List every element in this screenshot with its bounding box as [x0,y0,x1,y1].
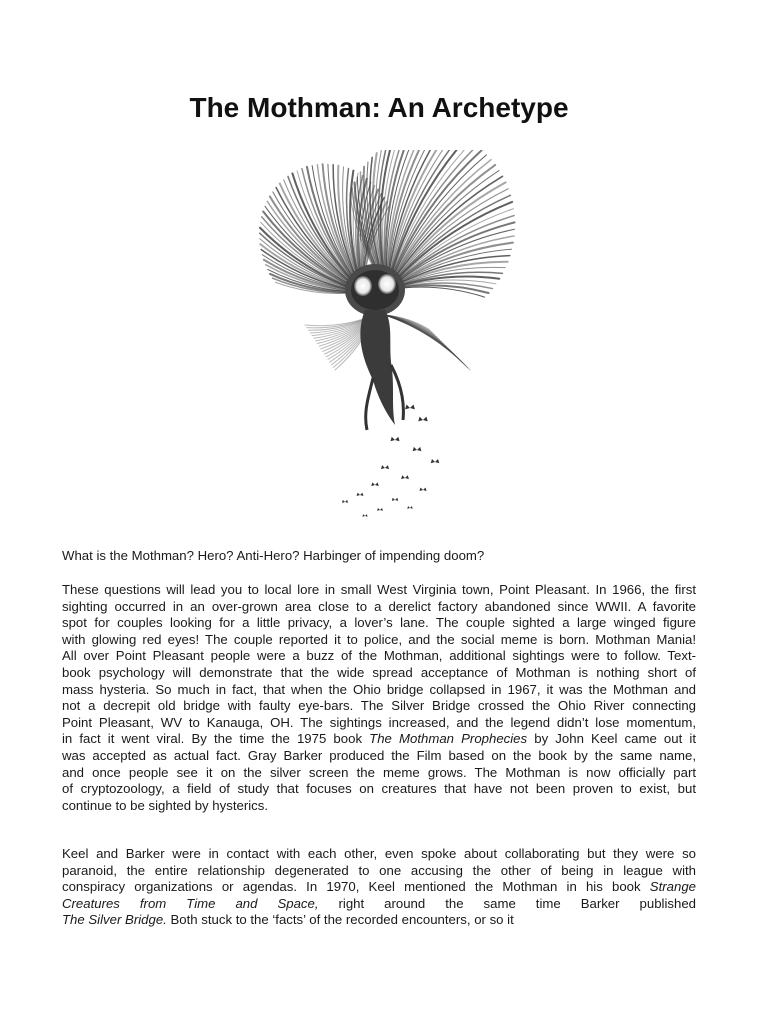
text-line: mass hysteria. So much in fact, that when the Ohio bridge collapsed in 1967, it was the Mothman and [62,681,696,697]
text-line: sighting occurred in an over-grown area close to a derelict factory abandoned since WWII. A favorite [62,598,696,614]
text-line: Keel and Barker were in contact with each other, even spoke about collaborating but they were so [62,846,696,861]
text-line: and once people see it on the silver screen the meme grows. The Mothman is now officially part [62,764,696,780]
text-line: spot for couples looking for a little privacy, a lover’s lane. The couple sighted a large winged figure [62,615,696,631]
book-title-emphasis: Strange [649,879,696,895]
body-paragraph-1 [62,582,696,814]
book-title-emphasis: Creatures from Time and Space, [62,895,319,911]
document-title: The Mothman: An Archetype [189,92,569,123]
text-line [62,912,696,929]
moth-icon [362,514,367,517]
text-line: These questions will lead you to local lore in small West Virginia town, Point Pleasant. In 1966, the first [62,582,696,597]
moth-icon [357,493,364,496]
text-run: in fact it went viral. By the time the 1975 book [62,731,370,747]
text-line: All over Point Pleasant people were a buzz of the Mothman, additional sightings were to follow. Text- [62,648,696,664]
text-run: conspiracy organizations or agendas. In 1970, Keel mentioned the Mothman in his book [62,879,650,895]
moth-icon [418,417,427,422]
moth-icon [431,459,439,463]
moth-icon [401,475,409,479]
text-line: with glowing red eyes! The couple reported it to police, and the social meme is born. Mothman Mania! [62,631,696,647]
moth-icon [377,508,383,511]
text-line: Point Pleasant, WV to Kanauga, OH. The sightings increased, and the legend didn’t lose momentum, [62,714,696,730]
text-run: Both stuck to the ‘facts’ of the recorded encounters, or so it [166,912,514,928]
moth-icon [405,405,415,410]
text-line: was accepted as actual fact. Gray Barker produced the Film based on the book by the same name, [62,747,696,763]
body-paragraph-2 [62,846,696,929]
text-run: by John Keel came out it [527,731,696,747]
text-line [62,731,696,748]
moth-icon [413,447,422,451]
moth-icon [407,506,412,509]
text-line: book psychology will demonstrate that the wide spread acceptance of Mothman is nothing short of [62,664,696,680]
text-line: not a decrepit old bridge with faulty eye-bars. The Silver Bridge crossed the Ohio River connecting [62,698,696,714]
book-title-emphasis: The Silver Bridge. [62,912,167,928]
mothman-illustration-icon [245,150,535,520]
text-line [62,879,696,896]
text-run: right around the same time Barker published [318,895,696,911]
moth-icon [342,500,348,503]
moth-icon [371,482,378,486]
text-line [62,896,696,913]
intro-paragraph: What is the Mothman? Hero? Anti-Hero? Harbinger of impending doom? [62,548,485,563]
text-line: continue to be sighted by hysterics. [62,797,268,813]
moth-icon [419,487,426,491]
text-line: of cryptozoology, a field of study that focuses on creatures that have not been proven to exist, but [62,781,696,797]
moth-icon [392,498,398,501]
book-title-emphasis: The Mothman Prophecies [369,731,528,747]
moth-icon [390,437,399,442]
moth-icon [381,465,389,469]
text-line: paranoid, the entire relationship degenerated to one accusing the other of being in league with [62,862,696,878]
